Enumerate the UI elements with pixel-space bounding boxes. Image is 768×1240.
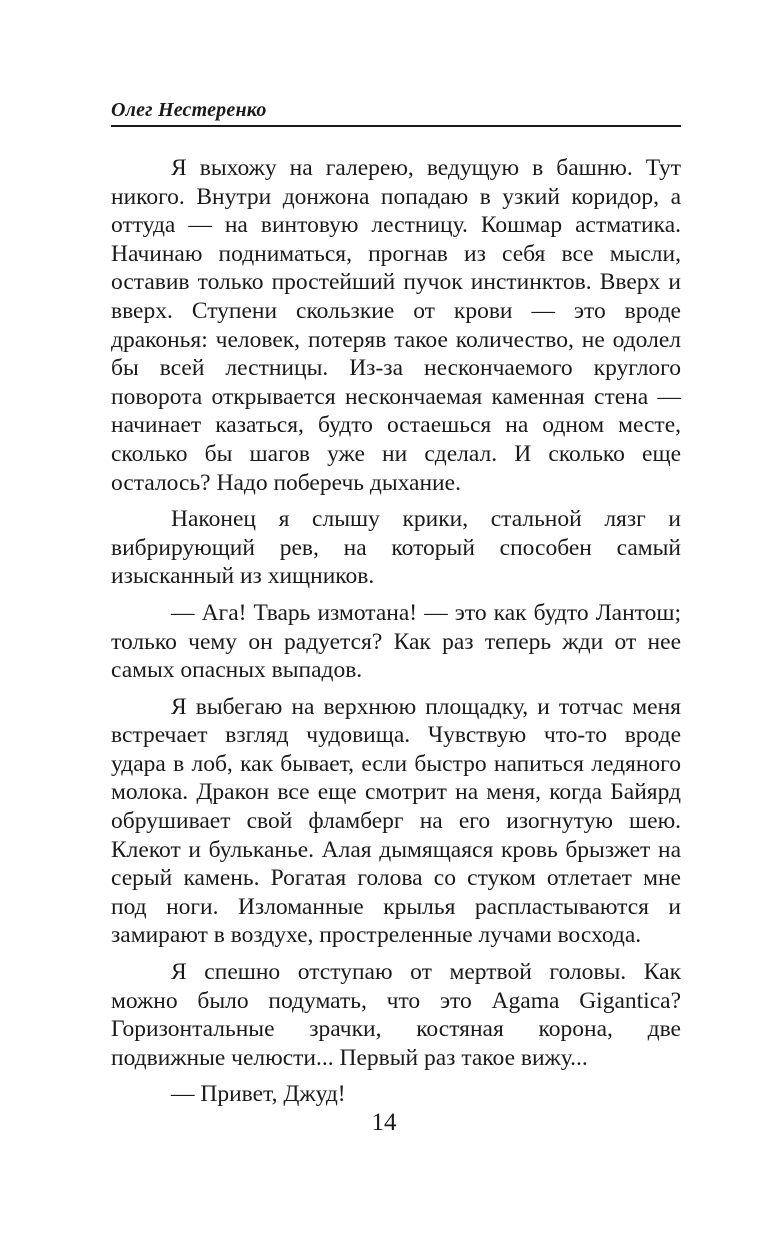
body-text <box>111 154 681 1109</box>
paragraph: Я спешно отступаю от мертвой головы. Как можно было подумать, что это Agama Gigantica? Горизонтальные зрачки, костяная корона, две подвижные челюсти... Первый раз такое вижу... <box>111 959 681 1071</box>
header-rule <box>111 125 681 127</box>
page-number: 14 <box>371 1109 397 1136</box>
paragraph: — Ага! Тварь измотана! — это как будто Лантош; только чему он радуется? Как раз теперь жди от нее самых опасных выпадов. <box>111 599 681 684</box>
paragraph: Я выхожу на галерею, ведущую в башню. Тут никого. Внутри донжона попадаю в узкий коридор, а оттуда — на винтовую лестницу. Кошмар астматика. Начинаю подниматься, прогнав из себя все мысли, оставив только простейший пучок инстинктов. Вверх и вверх. Ступени скользкие от крови — это вроде драконья: человек, потеряв такое количество, не одолел бы всей лестницы. Из-за нескончаемого круглого поворота открывается нескончаемая каменная стена — начинает казаться, будто остаешься на одном месте, сколько бы шагов уже ни сделал. И сколько еще осталось? Надо поберечь дыхание. <box>111 155 681 496</box>
running-head-author: Олег Нестеренко <box>111 99 267 121</box>
paragraph: Я выбегаю на верхнюю площадку, и тотчас меня встречает взгляд чудовища. Чувствую что-то вроде удара в лоб, как бывает, если быстро напиться ледяного молока. Дракон все еще смотрит на меня, когда Байярд обрушивает свой фламберг на его изогнутую шею. Клекот и бульканье. Алая дымящаяся кровь брызжет на серый камень. Рогатая голова со стуком отлетает мне под ноги. Изломанные крылья распластываются и замирают в воздухе, простреленные лучами восхода. <box>111 693 681 949</box>
paragraph: — Привет, Джуд! <box>171 1081 346 1108</box>
paragraph: Наконец я слышу крики, стальной лязг и вибрирующий рев, на который способен самый изысканный из хищников. <box>111 506 681 590</box>
